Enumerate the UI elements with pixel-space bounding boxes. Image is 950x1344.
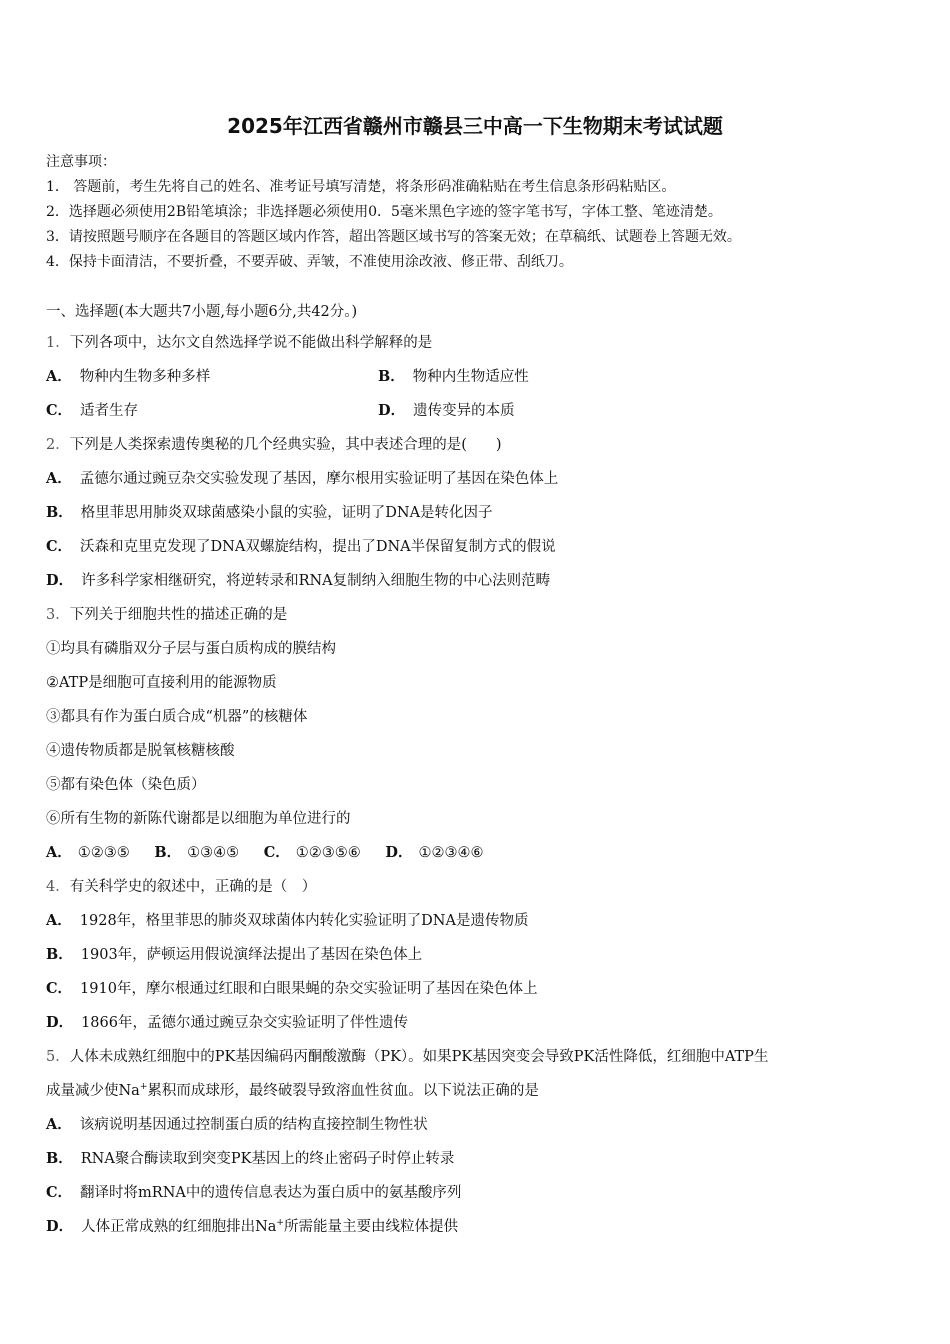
option-c[interactable]: C． 适者生存 bbox=[46, 402, 139, 419]
question-3-stem bbox=[46, 598, 916, 632]
question-text: 下列各项中，达尔文自然选择学说不能做出科学解释的是 bbox=[69, 335, 433, 351]
option-a[interactable]: A． 物种内生物多种多样 bbox=[46, 368, 211, 385]
question-text: 下列是人类探索遗传奥秘的几个经典实验，其中表述合理的是( ) bbox=[69, 437, 502, 453]
notice-heading: 注意事项： bbox=[46, 154, 116, 170]
option-c[interactable]: C． 翻译时将mRNA中的遗传信息表达为蛋白质中的氨基酸序列 bbox=[46, 1184, 462, 1201]
option-c[interactable]: C． ①②③⑤⑥ bbox=[263, 844, 361, 861]
question-text: 有关科学史的叙述中，正确的是（ ） bbox=[69, 879, 317, 895]
question-3-options-row bbox=[46, 836, 916, 870]
questions-area bbox=[46, 298, 916, 1244]
question-1-options-row bbox=[46, 394, 916, 428]
option-b[interactable]: B． 物种内生物适应性 bbox=[378, 368, 529, 385]
statement: ②ATP是细胞可直接利用的能源物质 bbox=[46, 675, 277, 691]
section-heading: 一、选择题(本大题共7小题,每小题6分,共42分。) bbox=[46, 304, 358, 320]
statement: ④遗传物质都是脱氧核糖核酸 bbox=[46, 743, 235, 759]
option-a[interactable]: A． ①②③⑤ bbox=[46, 844, 130, 861]
question-text: 人体未成熟红细胞中的PK基因编码丙酮酸激酶（PK）。如果PK基因突变会导致PK活性降低，红细胞中ATP生 bbox=[69, 1049, 769, 1065]
option-d[interactable]: D． 人体正常成熟的红细胞排出Na+所需能量主要由线粒体提供 bbox=[46, 1218, 458, 1235]
question-number: 5． bbox=[46, 1049, 70, 1065]
statement: ⑤都有染色体（染色质） bbox=[46, 777, 206, 793]
question-5-stem bbox=[46, 1040, 916, 1074]
notice-block bbox=[46, 150, 916, 275]
option-c[interactable]: C． 1910年，摩尔根通过红眼和白眼果蝇的杂交实验证明了基因在染色体上 bbox=[46, 980, 538, 997]
question-number: 4． bbox=[46, 879, 70, 895]
option-d[interactable]: D． ①②③④⑥ bbox=[385, 844, 484, 861]
option-a[interactable]: A． 孟德尔通过豌豆杂交实验发现了基因，摩尔根用实验证明了基因在染色体上 bbox=[46, 470, 559, 487]
option-a[interactable]: A． 该病说明基因通过控制蛋白质的结构直接控制生物性状 bbox=[46, 1116, 428, 1133]
notice-item: 2．选择题必须使用2B铅笔填涂；非选择题必须使用0．5毫米黑色字迹的签字笔书写，字体工整、笔迹清楚。 bbox=[46, 204, 722, 220]
question-2-stem bbox=[46, 428, 916, 462]
notice-item: 1． 答题前，考生先将自己的姓名、准考证号填写清楚，将条形码准确粘贴在考生信息条形码粘贴区。 bbox=[46, 179, 676, 195]
question-1-options-row bbox=[46, 360, 916, 394]
option-d[interactable]: D． 1866年，孟德尔通过豌豆杂交实验证明了伴性遗传 bbox=[46, 1014, 408, 1031]
page-title: 2025年江西省赣州市赣县三中高一下生物期末考试试题 bbox=[227, 114, 723, 138]
question-1-stem bbox=[46, 326, 916, 360]
notice-item: 3．请按照题号顺序在各题目的答题区域内作答，超出答题区域书写的答案无效；在草稿纸、试题卷上答题无效。 bbox=[46, 229, 741, 245]
option-b[interactable]: B． 1903年，萨顿运用假说演绎法提出了基因在染色体上 bbox=[46, 946, 423, 963]
question-number: 1． bbox=[46, 335, 70, 351]
option-b[interactable]: B． 格里菲思用肺炎双球菌感染小鼠的实验，证明了DNA是转化因子 bbox=[46, 504, 493, 521]
option-c[interactable]: C． 沃森和克里克发现了DNA双螺旋结构，提出了DNA半保留复制方式的假说 bbox=[46, 538, 556, 555]
statement: ③都具有作为蛋白质合成“机器”的核糖体 bbox=[46, 709, 308, 725]
question-4-stem bbox=[46, 870, 916, 904]
statement: ①均具有磷脂双分子层与蛋白质构成的膜结构 bbox=[46, 641, 336, 657]
option-d[interactable]: D． 许多科学家相继研究，将逆转录和RNA复制纳入细胞生物的中心法则范畴 bbox=[46, 572, 551, 589]
option-b[interactable]: B． RNA聚合酶读取到突变PK基因上的终止密码子时停止转录 bbox=[46, 1150, 455, 1167]
statement: ⑥所有生物的新陈代谢都是以细胞为单位进行的 bbox=[46, 811, 351, 827]
question-number: 2． bbox=[46, 437, 70, 453]
option-a[interactable]: A． 1928年，格里菲思的肺炎双球菌体内转化实验证明了DNA是遗传物质 bbox=[46, 912, 529, 929]
notice-item: 4．保持卡面清洁，不要折叠，不要弄破、弄皱，不准使用涂改液、修正带、刮纸刀。 bbox=[46, 254, 573, 270]
question-5-stem-continued: 成量减少使Na+累积而成球形，最终破裂导致溶血性贫血。以下说法正确的是 bbox=[46, 1082, 539, 1099]
option-d[interactable]: D． 遗传变异的本质 bbox=[378, 402, 515, 419]
question-text: 下列关于细胞共性的描述正确的是 bbox=[69, 607, 288, 623]
option-b[interactable]: B． ①③④⑤ bbox=[154, 844, 240, 861]
question-number: 3． bbox=[46, 607, 70, 623]
